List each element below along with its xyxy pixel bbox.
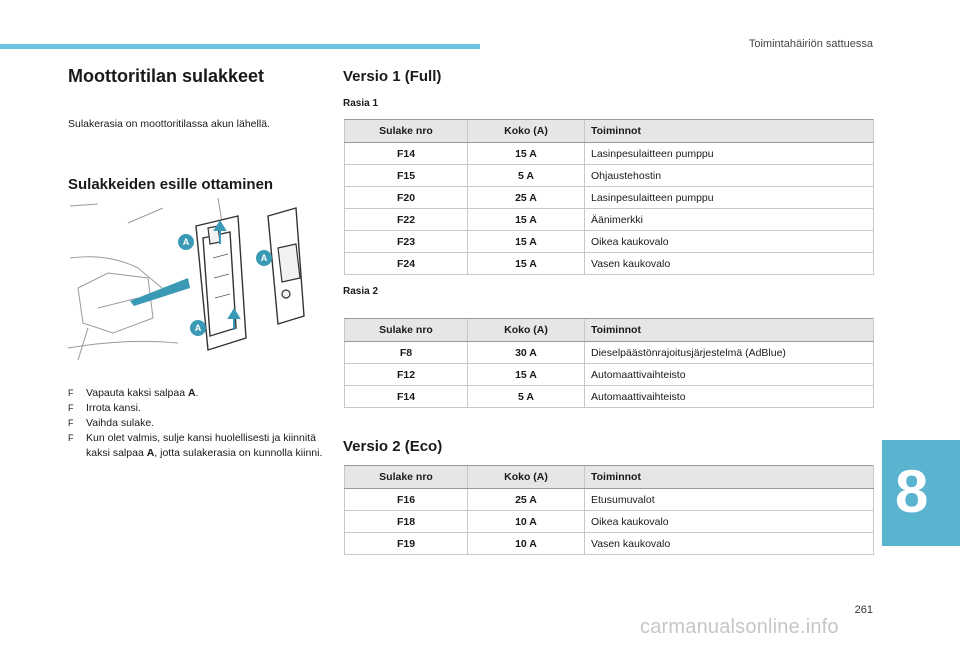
box2-caption: Rasia 2 [343,286,379,297]
cell-function: Äänimerkki [585,209,874,231]
section-heading-removal: Sulakkeiden esille ottaminen [68,176,274,193]
col-fuse: Sulake nro [345,466,468,489]
cell-size: 15 A [468,143,585,165]
step-after: . [195,387,199,399]
version1-heading: Versio 1 (Full) [343,68,442,85]
cell-function: Vasen kaukovalo [585,533,874,555]
cell-fuse: F22 [345,209,468,231]
table-row [345,209,874,231]
instruction-step [68,431,326,461]
cell-fuse: F8 [345,342,468,364]
col-function: Toiminnot [585,120,874,143]
table-row [345,187,874,209]
cell-fuse: F20 [345,187,468,209]
cell-function: Oikea kaukovalo [585,231,874,253]
step-bullet: F [68,403,74,413]
col-size: Koko (A) [468,120,585,143]
instruction-list [68,386,326,461]
step-bullet: F [68,433,74,443]
table-row [345,143,874,165]
cell-fuse: F14 [345,386,468,408]
table-row [345,489,874,511]
col-fuse: Sulake nro [345,319,468,342]
cell-function: Ohjaustehostin [585,165,874,187]
header-accent-bar [0,44,480,49]
fuse-table-box2 [344,318,874,408]
col-fuse: Sulake nro [345,120,468,143]
cell-size: 25 A [468,187,585,209]
cell-function: Etusumuvalot [585,489,874,511]
cell-size: 15 A [468,253,585,275]
watermark: carmanualsonline.info [640,616,839,638]
step-after: , jotta sulakerasia on kunnolla kiinni. [154,447,323,459]
cell-function: Automaattivaihteisto [585,386,874,408]
table-row [345,386,874,408]
instruction-step [68,416,326,431]
cell-size: 10 A [468,511,585,533]
table-row [345,253,874,275]
table-row [345,231,874,253]
cell-function: Vasen kaukovalo [585,253,874,275]
intro-text: Sulakerasia on moottoritilassa akun lähellä. [68,118,270,130]
box1-caption: Rasia 1 [343,98,379,109]
instruction-step [68,401,326,416]
step-bold: A [146,447,155,459]
cell-fuse: F15 [345,165,468,187]
fuse-table-box1 [344,119,874,275]
fuse-box-illustration [68,198,318,360]
cell-function: Lasinpesulaitteen pumppu [585,143,874,165]
cell-size: 10 A [468,533,585,555]
cell-fuse: F18 [345,511,468,533]
latch-label: A [182,237,190,247]
cell-fuse: F23 [345,231,468,253]
step-text: Vapauta kaksi salpaa [86,387,188,399]
table-row [345,342,874,364]
cell-function: Lasinpesulaitteen pumppu [585,187,874,209]
step-bullet: F [68,388,74,398]
col-function: Toiminnot [585,466,874,489]
cell-size: 25 A [468,489,585,511]
cell-fuse: F16 [345,489,468,511]
step-bullet: F [68,418,74,428]
table-row [345,533,874,555]
fuse-table-eco [344,465,874,555]
col-size: Koko (A) [468,466,585,489]
cell-fuse: F14 [345,143,468,165]
cell-fuse: F19 [345,533,468,555]
table-header-row [345,466,874,489]
page-number: 261 [854,604,873,616]
table-header-row [345,120,874,143]
instruction-step [68,386,326,401]
cell-function: Automaattivaihteisto [585,364,874,386]
latch-label: A [194,323,202,333]
cell-fuse: F24 [345,253,468,275]
cell-size: 30 A [468,342,585,364]
page-title: Moottoritilan sulakkeet [68,66,265,86]
step-text: Vaihda sulake. [86,417,155,429]
table-row [345,364,874,386]
table-header-row [345,319,874,342]
col-size: Koko (A) [468,319,585,342]
col-function: Toiminnot [585,319,874,342]
table-row [345,511,874,533]
step-bold: A [187,387,196,399]
cell-size: 15 A [468,231,585,253]
cell-size: 15 A [468,364,585,386]
step-text: Kun olet valmis, sulje kansi huolellisesti ja kiinnitä kaksi salpaa [86,432,316,459]
cell-function: Dieselpäästönrajoitusjärjestelmä (AdBlue) [585,342,874,364]
table-row [345,165,874,187]
cell-size: 5 A [468,165,585,187]
cell-size: 15 A [468,209,585,231]
cell-size: 5 A [468,386,585,408]
cell-function: Oikea kaukovalo [585,511,874,533]
step-text: Irrota kansi. [86,402,141,414]
latch-label: A [260,253,268,263]
version2-heading: Versio 2 (Eco) [343,438,443,455]
cell-fuse: F12 [345,364,468,386]
chapter-number: 8 [895,458,929,525]
chapter-title: Toimintahäiriön sattuessa [748,38,873,50]
